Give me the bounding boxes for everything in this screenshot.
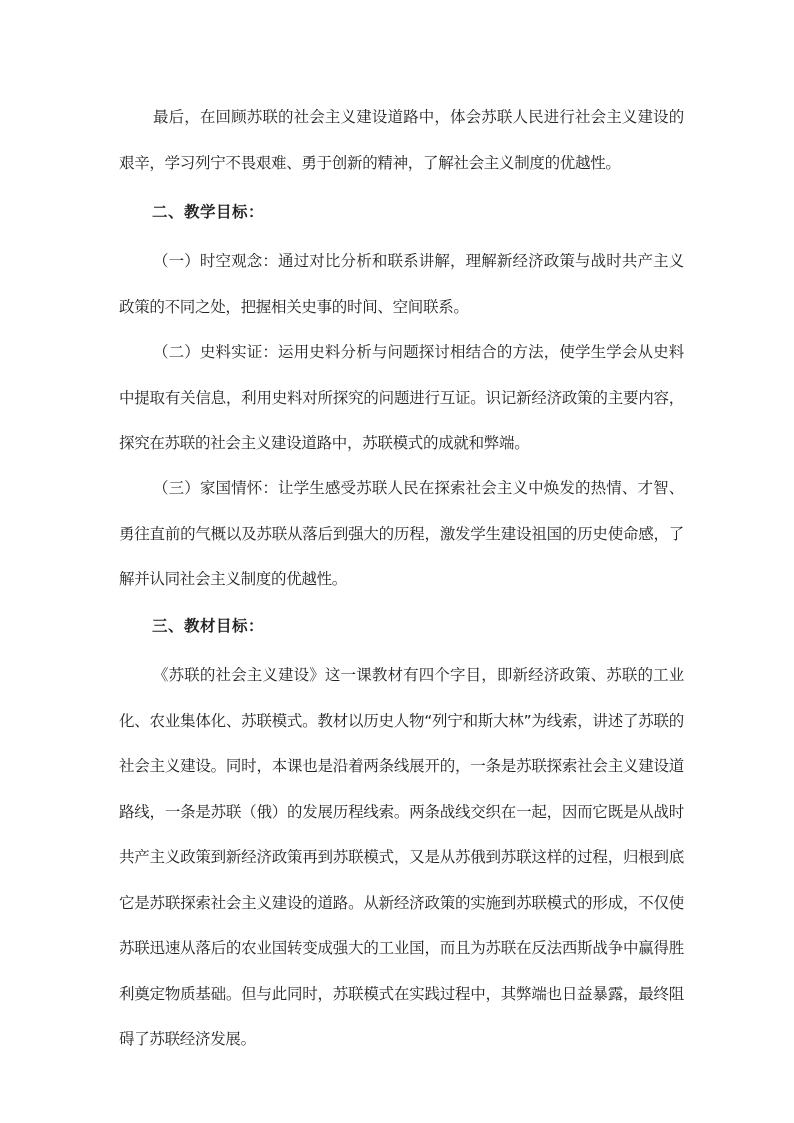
goal-patriotism-paragraph: （三）家国情怀：让学生感受苏联人民在探索社会主义中焕发的热情、才智、勇往直前的气概以及苏联从落后到强大的历程，激发学生建设祖国的历史使命感，了解并认同社会主义制度的优越性。 bbox=[119, 479, 684, 588]
intro-closing-paragraph: 最后，在回顾苏联的社会主义建设道路中，体会苏联人民进行社会主义建设的艰辛，学习列宁不畏艰难、勇于创新的精神，了解社会主义制度的优越性。 bbox=[119, 108, 684, 172]
goal-historical-evidence-paragraph: （二）史料实证：运用史料分析与问题探讨相结合的方法，使学生学会从史料中提取有关信息，利用史料对所探究的问题进行互证。识记新经济政策的主要内容，探究在苏联的社会主义建设道路中，苏联模式的成就和弊端。 bbox=[119, 343, 684, 452]
goal-spatiotemporal-paragraph: （一）时空观念：通过对比分析和联系讲解，理解新经济政策与战时共产主义政策的不同之处，把握相关史事的时间、空间联系。 bbox=[119, 252, 684, 316]
teaching-goals-heading: 二、教学目标： bbox=[152, 203, 265, 221]
textbook-goals-heading: 三、教材目标： bbox=[152, 617, 265, 635]
textbook-analysis-paragraph: 《苏联的社会主义建设》这一课教材有四个字目，即新经济政策、苏联的工业化、农业集体化、苏联模式。教材以历史人物“列宁和斯大林”为线索，讲述了苏联的社会主义建设。同时，本课也是沿着两条线展开的，一条是苏联探索社会主义建设道路线，一条是苏联（俄）的发展历程线索。两条战线交织在一起，因而它既是从战时共产主义政策到新经济政策再到苏联模式，又是从苏俄到苏联这样的过程，归根到底它是苏联探索社会主义建设的道路。从新经济政策的实施到苏联模式的形成，不仅使苏联迅速从落后的农业国转变成强大的工业国，而且为苏联在反法西斯战争中赢得胜利奠定物质基础。但与此同时，苏联模式在实践过程中，其弊端也日益暴露，最终阻碍了苏联经济发展。 bbox=[119, 666, 684, 1048]
